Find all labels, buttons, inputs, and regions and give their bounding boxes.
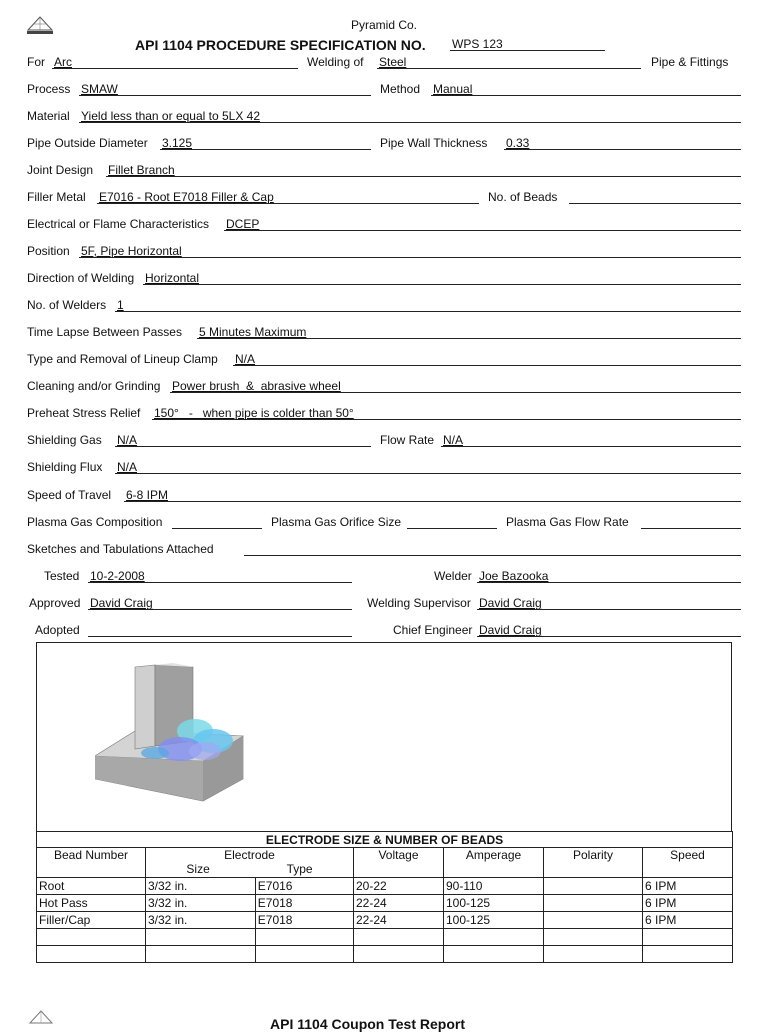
electrode-table-body: [37, 878, 733, 963]
sketches-line: [244, 555, 741, 556]
table-cell-speed: [643, 946, 733, 963]
table-cell-amperage: 100-125: [444, 895, 544, 912]
col-speed: Speed: [643, 848, 733, 878]
timelapse-value: 5 Minutes Maximum: [199, 325, 307, 339]
clamp-line: [233, 365, 741, 366]
speed-value: 6-8 IPM: [126, 488, 169, 502]
direction-label: Direction of Welding: [27, 271, 135, 285]
table-cell-type: [255, 929, 353, 946]
shield-flux-line: [115, 473, 741, 474]
approved-value: David Craig: [90, 596, 153, 610]
chief-value: David Craig: [479, 623, 542, 637]
preheat-label: Preheat Stress Relief: [27, 406, 141, 420]
method-value: Manual: [433, 82, 473, 96]
table-cell-bead: Root: [37, 878, 146, 895]
table-cell-bead: [37, 946, 146, 963]
welding-of-value: Steel: [379, 55, 407, 69]
supervisor-value: David Craig: [479, 596, 542, 610]
preheat-value: 150° - when pipe is colder than 50°: [154, 406, 354, 420]
table-cell-type: E7016: [255, 878, 353, 895]
beads-line: [569, 203, 741, 204]
elec-value: DCEP: [226, 217, 260, 231]
material-label: Material: [27, 109, 70, 123]
table-cell-size: [146, 946, 256, 963]
wps-number: WPS 123: [452, 37, 503, 51]
page-title: API 1104 PROCEDURE SPECIFICATION NO.: [135, 37, 426, 53]
flow-rate-value: N/A: [443, 433, 464, 447]
electrode-table: [36, 831, 733, 963]
shield-gas-line: [115, 446, 371, 447]
method-line: [431, 95, 741, 96]
tested-label: Tested: [44, 569, 80, 583]
pyramid-logo-icon: [26, 1010, 56, 1024]
col-voltage: Voltage: [354, 848, 444, 878]
method-label: Method: [380, 82, 421, 96]
beads-label: No. of Beads: [488, 190, 558, 204]
table-cell-voltage: [354, 946, 444, 963]
table-cell-voltage: [354, 929, 444, 946]
process-value: SMAW: [81, 82, 118, 96]
welding-of-line: [377, 68, 641, 69]
pipe-wall-value: 0.33: [506, 136, 530, 150]
elec-line: [224, 230, 741, 231]
table-cell-amperage: 90-110: [444, 878, 544, 895]
table-cell-amperage: [444, 946, 544, 963]
table-row: [37, 912, 733, 929]
shield-gas-label: Shielding Gas: [27, 433, 102, 447]
company-name: Pyramid Co.: [350, 18, 418, 32]
clamp-value: N/A: [235, 352, 256, 366]
welder-value: Joe Bazooka: [479, 569, 549, 583]
table-cell-type: E7018: [255, 895, 353, 912]
process-line: [79, 95, 371, 96]
table-cell-bead: [37, 929, 146, 946]
next-page-title: API 1104 Coupon Test Report: [270, 1016, 465, 1032]
col-electrode: [146, 848, 354, 878]
chief-label: Chief Engineer: [393, 623, 473, 637]
col-electrode-title: Electrode: [224, 848, 275, 862]
table-cell-voltage: 22-24: [354, 912, 444, 929]
adopted-line: [88, 636, 352, 637]
pipe-wall-line: [504, 149, 741, 150]
joint-line: [106, 176, 741, 177]
table-cell-speed: 6 IPM: [643, 878, 733, 895]
welding-of-label: Welding of: [307, 55, 364, 69]
supervisor-label: Welding Supervisor: [367, 596, 471, 610]
table-cell-polarity: [544, 878, 643, 895]
table-cell-polarity: [544, 912, 643, 929]
position-value: 5F, Pipe Horizontal: [81, 244, 182, 258]
plasma-flow-line: [641, 528, 741, 529]
weld-joint-sketch: [95, 661, 255, 811]
table-cell-bead: Filler/Cap: [37, 912, 146, 929]
pipe-od-value: 3.125: [162, 136, 193, 150]
sketches-label: Sketches and Tabulations Attached: [27, 542, 214, 556]
col-polarity: Polarity: [544, 848, 643, 878]
welders-line: [115, 311, 741, 312]
plasma-comp-label: Plasma Gas Composition: [27, 515, 163, 529]
for-line: [52, 68, 298, 69]
col-size: Size: [186, 862, 210, 876]
table-cell-polarity: [544, 946, 643, 963]
flow-rate-label: Flow Rate: [380, 433, 435, 447]
table-cell-size: 3/32 in.: [146, 878, 256, 895]
table-cell-voltage: 20-22: [354, 878, 444, 895]
speed-line: [124, 501, 741, 502]
pipe-wall-label: Pipe Wall Thickness: [380, 136, 488, 150]
pipe-od-label: Pipe Outside Diameter: [27, 136, 148, 150]
col-type: Type: [286, 862, 313, 876]
plasma-flow-label: Plasma Gas Flow Rate: [506, 515, 629, 529]
table-cell-polarity: [544, 895, 643, 912]
table-cell-polarity: [544, 929, 643, 946]
direction-line: [143, 284, 741, 285]
welders-value: 1: [117, 298, 124, 312]
wps-number-line: [450, 50, 605, 51]
table-row: [37, 946, 733, 963]
table-cell-type: E7018: [255, 912, 353, 929]
timelapse-label: Time Lapse Between Passes: [27, 325, 182, 339]
welder-label: Welder: [434, 569, 472, 583]
position-label: Position: [27, 244, 70, 258]
welding-of-suffix: Pipe & Fittings: [651, 55, 729, 69]
col-amperage: Amperage: [444, 848, 544, 878]
filler-value: E7016 - Root E7018 Filler & Cap: [99, 190, 274, 204]
adopted-label: Adopted: [35, 623, 80, 637]
table-cell-amperage: [444, 929, 544, 946]
shield-gas-value: N/A: [117, 433, 138, 447]
material-value: Yield less than or equal to 5LX 42: [81, 109, 261, 123]
electrode-table-caption: ELECTRODE SIZE & NUMBER OF BEADS: [37, 832, 733, 848]
welders-label: No. of Welders: [27, 298, 107, 312]
shield-flux-label: Shielding Flux: [27, 460, 103, 474]
tested-value: 10-2-2008: [90, 569, 145, 583]
table-row: [37, 929, 733, 946]
table-cell-type: [255, 946, 353, 963]
speed-label: Speed of Travel: [27, 488, 112, 502]
flow-rate-line: [441, 446, 741, 447]
col-bead-number: Bead Number: [37, 848, 146, 878]
joint-value: Fillet Branch: [108, 163, 175, 177]
for-value: Arc: [54, 55, 72, 69]
table-cell-size: 3/32 in.: [146, 895, 256, 912]
process-label: Process: [27, 82, 71, 96]
direction-value: Horizontal: [145, 271, 200, 285]
for-label: For: [27, 55, 45, 69]
plasma-orifice-line: [407, 528, 497, 529]
table-cell-size: 3/32 in.: [146, 912, 256, 929]
col-electrode-sub: [148, 862, 351, 876]
cleaning-label: Cleaning and/or Grinding: [27, 379, 161, 393]
table-cell-speed: 6 IPM: [643, 912, 733, 929]
cleaning-value: Power brush & abrasive wheel: [172, 379, 341, 393]
table-cell-size: [146, 929, 256, 946]
table-row: [37, 878, 733, 895]
table-cell-bead: Hot Pass: [37, 895, 146, 912]
table-cell-speed: [643, 929, 733, 946]
table-cell-amperage: 100-125: [444, 912, 544, 929]
approved-label: Approved: [29, 596, 81, 610]
plasma-comp-line: [172, 528, 262, 529]
clamp-label: Type and Removal of Lineup Clamp: [27, 352, 218, 366]
sketch-area: [36, 642, 732, 832]
joint-label: Joint Design: [27, 163, 94, 177]
filler-label: Filler Metal: [27, 190, 86, 204]
table-cell-voltage: 22-24: [354, 895, 444, 912]
table-row: [37, 895, 733, 912]
shield-flux-value: N/A: [117, 460, 138, 474]
plasma-orifice-label: Plasma Gas Orifice Size: [271, 515, 402, 529]
elec-label: Electrical or Flame Characteristics: [27, 217, 210, 231]
table-cell-speed: 6 IPM: [643, 895, 733, 912]
